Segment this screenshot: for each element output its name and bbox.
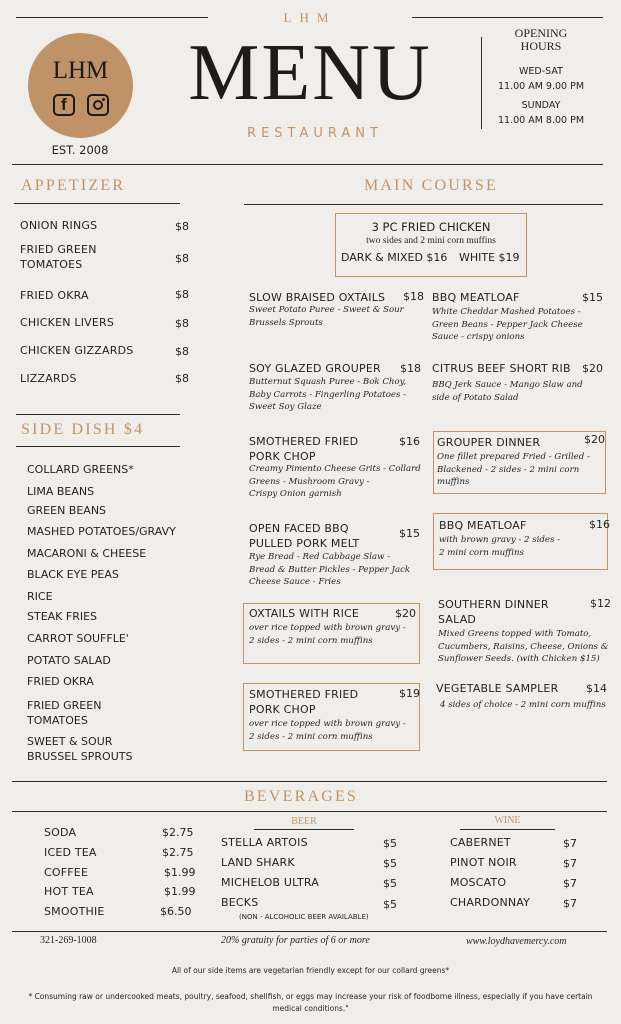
beverage-price: $2.75 <box>162 846 194 859</box>
side-dish-item: SWEET & SOUR BRUSSEL SPROUTS <box>27 735 133 763</box>
appetizer-name: LIZZARDS <box>20 372 77 385</box>
appetizer-name: FRIED GREEN TOMATOES <box>20 243 97 271</box>
beverages-heading: BEVERAGES <box>244 788 359 805</box>
dish-price: $12 <box>590 597 611 610</box>
appetizer-price: $8 <box>175 345 189 358</box>
dish-name: SOUTHERN DINNER SALAD <box>438 598 549 626</box>
main-course-heading: MAIN COURSE <box>364 177 498 194</box>
dish-name: VEGETABLE SAMPLER <box>436 682 559 695</box>
hours-time-2: 11.00 AM 8.00 PM <box>497 115 585 126</box>
appetizer-name: CHICKEN LIVERS <box>20 316 115 329</box>
page-title: MENU <box>188 29 432 117</box>
dish-description: White Cheddar Mashed Potatoes - Green Beans - Pepper Jack Cheese Sauce - crispy onions <box>432 307 583 342</box>
established-year: EST. 2008 <box>51 143 109 157</box>
beverage-name: LAND SHARK <box>221 856 295 869</box>
beverage-price: $7 <box>563 897 577 910</box>
beverage-price: $7 <box>563 857 577 870</box>
side-dish-item: POTATO SALAD <box>27 654 111 667</box>
beverage-name: PINOT NOIR <box>450 856 517 869</box>
phone-number[interactable]: 321-269-1008 <box>40 935 97 946</box>
beverage-name: BECKS <box>221 896 259 909</box>
dish-price: $16 <box>399 435 420 448</box>
dish-name: BBQ MEATLOAF <box>439 519 527 532</box>
beverage-name: COFFEE <box>44 866 89 879</box>
logo-text: LHM <box>52 57 109 84</box>
dish-price: $20 <box>582 362 603 375</box>
beverage-name: HOT TEA <box>44 885 94 898</box>
hours-time-1: 11.00 AM 9.00 PM <box>497 81 585 92</box>
dish-name: CITRUS BEEF SHORT RIB <box>432 362 571 375</box>
appetizer-name: CHICKEN GIZZARDS <box>20 344 134 357</box>
beverage-name: STELLA ARTOIS <box>221 836 308 849</box>
featured-dish-name: 3 PC FRIED CHICKEN <box>371 220 491 234</box>
beverage-name: CABERNET <box>450 836 511 849</box>
dish-description: One fillet prepared Fried - Grilled - Blackened - 2 sides - 2 mini corn muffins <box>437 452 590 487</box>
appetizer-price: $8 <box>175 288 189 301</box>
dish-name: GROUPER DINNER <box>437 436 541 449</box>
beverage-price: $7 <box>563 877 577 890</box>
beverage-name: MOSCATO <box>450 876 507 889</box>
appetizer-name: ONION RINGS <box>20 219 98 232</box>
appetizer-price: $8 <box>175 252 189 265</box>
wine-heading: WINE <box>494 815 521 826</box>
side-dish-item: MACARONI & CHEESE <box>27 547 147 560</box>
dish-card <box>243 603 420 664</box>
dish-description: Creamy Pimento Cheese Grits - Collard Greens - Mushroom Gravy - Crispy Onion garnish <box>249 464 421 499</box>
dish-price: $16 <box>589 518 610 531</box>
dish-description: Butternut Squash Puree - Bok Choy, Baby Carrots - Fingerling Potatoes - Sweet Soy Glaze <box>249 377 407 412</box>
dish-price: $18 <box>400 362 421 375</box>
beverage-price: $5 <box>383 837 397 850</box>
side-dish-item: GREEN BEANS <box>27 504 107 517</box>
dish-name: SMOTHERED FRIED PORK CHOP <box>249 435 359 463</box>
dish-price: $15 <box>399 527 420 540</box>
brand-subtitle: RESTAURANT <box>247 126 383 141</box>
facebook-icon[interactable]: f <box>53 94 75 116</box>
instagram-icon[interactable] <box>87 94 109 116</box>
dish-price: $20 <box>584 433 605 446</box>
dish-card <box>243 683 420 751</box>
side-dish-item: COLLARD GREENS* <box>27 463 134 476</box>
dish-description: 4 sides of choice - 2 mini corn muffins <box>440 700 606 710</box>
beverage-price: $5 <box>383 898 397 911</box>
side-dish-item: CARROT SOUFFLE' <box>27 632 129 645</box>
non-alcoholic-note: (NON - ALCOHOLIC BEER AVAILABLE) <box>239 913 369 921</box>
side-dish-item: STEAK FRIES <box>27 610 98 623</box>
logo-badge <box>28 33 133 138</box>
dish-description: Mixed Greens topped with Tomato, Cucumbers, Raisins, Cheese, Onions & Sunflower Seeds. (with Chicken $15) <box>438 629 609 664</box>
side-dish-heading: SIDE DISH $4 <box>21 421 145 438</box>
brand-small-heading: LHM <box>283 10 337 25</box>
dish-name: BBQ MEATLOAF <box>432 291 520 304</box>
beverage-price: $6.50 <box>160 905 192 918</box>
dish-name: SOY GLAZED GROUPER <box>249 362 381 375</box>
website-link[interactable]: www.loydhavemercy.com <box>466 936 567 947</box>
dish-name: SMOTHERED FRIED PORK CHOP <box>249 688 359 716</box>
beverage-name: CHARDONNAY <box>450 896 531 909</box>
dish-price: $14 <box>586 682 607 695</box>
dish-price: $20 <box>395 607 416 620</box>
dish-description: BBQ Jerk Sauce - Mango Slaw and side of Potato Salad <box>432 380 583 403</box>
beverage-price: $2.75 <box>162 826 194 839</box>
side-dish-item: RICE <box>27 590 53 603</box>
dish-card <box>433 431 606 494</box>
dish-price: $15 <box>582 291 603 304</box>
beverage-price: $1.99 <box>164 885 196 898</box>
dish-description: with brown gravy - 2 sides - 2 mini corn muffins <box>439 535 561 558</box>
dish-name: OPEN FACED BBQ PULLED PORK MELT <box>249 522 360 550</box>
beverage-name: SMOOTHIE <box>44 905 105 918</box>
appetizer-price: $8 <box>175 220 189 233</box>
dish-name: OXTAILS WITH RICE <box>249 607 360 620</box>
dish-price: $19 <box>399 687 420 700</box>
side-dish-item: FRIED GREEN TOMATOES <box>27 699 102 727</box>
featured-option-white: WHITE $19 <box>459 251 520 264</box>
hours-day-2: SUNDAY <box>521 100 561 111</box>
dish-description: Sweet Potato Puree - Sweet & Sour Brussels Sprouts <box>249 305 404 328</box>
dish-name: SLOW BRAISED OXTAILS <box>249 291 386 304</box>
beverage-price: $5 <box>383 877 397 890</box>
featured-option-dark: DARK & MIXED $16 <box>341 251 448 264</box>
side-dish-item: FRIED OKRA <box>27 675 94 688</box>
dish-price: $18 <box>403 290 424 303</box>
hours-heading-line1: OPENING <box>514 26 568 40</box>
featured-dish-desc: two sides and 2 mini corn muffins <box>366 236 496 246</box>
dish-card <box>433 513 608 570</box>
health-disclaimer: * Consuming raw or undercooked meats, poultry, seafood, shellfish, or eggs may increase your risk of foodborne illness, especially if you have certain medical conditions." <box>28 992 593 1013</box>
side-dish-item: LIMA BEANS <box>27 485 95 498</box>
appetizer-price: $8 <box>175 372 189 385</box>
beverage-price: $1.99 <box>164 866 196 879</box>
beverage-price: $5 <box>383 857 397 870</box>
beverage-name: SODA <box>44 826 77 839</box>
appetizer-name: FRIED OKRA <box>20 289 89 302</box>
appetizer-price: $8 <box>175 317 189 330</box>
dish-description: over rice topped with brown gravy - 2 sides - 2 mini corn muffins <box>249 623 406 646</box>
vegetarian-note: All of our side items are vegetarian friendly except for our collard greens* <box>171 966 450 975</box>
dish-description: Rye Bread - Red Cabbage Slaw - Bread & Butter Pickles - Pepper Jack Cheese Sauce - Fries <box>249 552 411 587</box>
beverage-price: $7 <box>563 837 577 850</box>
hours-heading-line2: HOURS <box>520 39 562 53</box>
hours-day-1: WED-SAT <box>519 66 563 77</box>
beverage-name: MICHELOB ULTRA <box>221 876 319 889</box>
beverage-name: ICED TEA <box>44 846 97 859</box>
beer-heading: BEER <box>291 816 317 827</box>
featured-dish-card <box>335 213 527 277</box>
dish-description: over rice topped with brown gravy - 2 sides - 2 mini corn muffins <box>249 719 406 742</box>
gratuity-note: 20% gratuity for parties of 6 or more <box>221 935 370 946</box>
side-dish-item: BLACK EYE PEAS <box>27 568 119 581</box>
appetizer-heading: APPETIZER <box>21 177 126 194</box>
side-dish-item: MASHED POTATOES/GRAVY <box>27 525 176 538</box>
